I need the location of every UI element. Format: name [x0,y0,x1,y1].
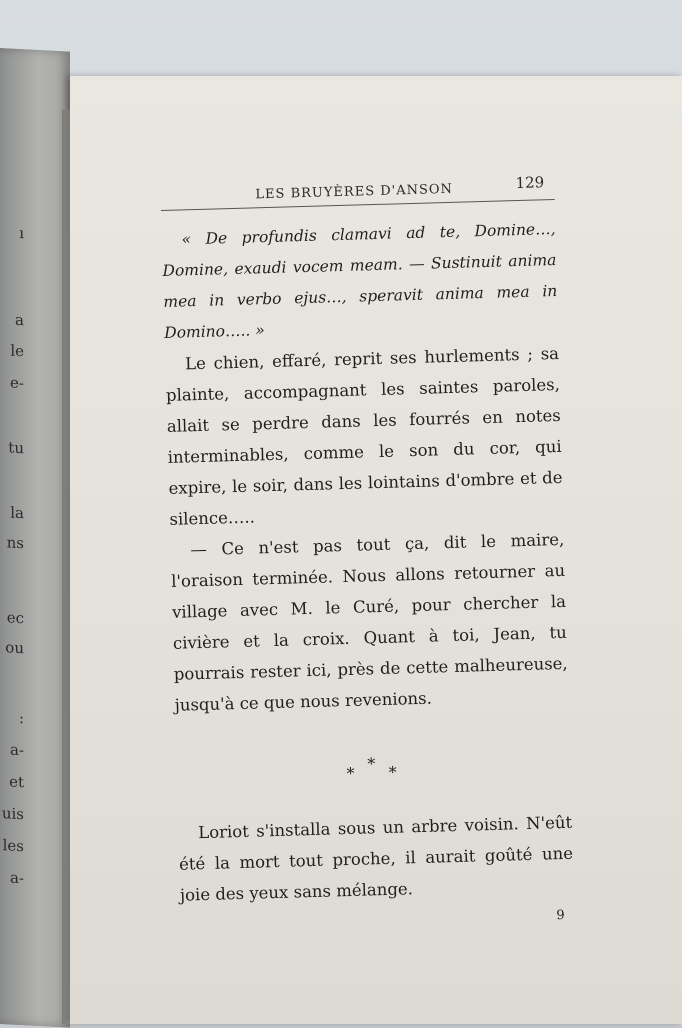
closing-paragraph: Loriot s'installa sous un arbre voisin. N'eût été la mort tout proche, il aurait goûté une joie des yeux sans mélange. [178,812,574,905]
left-page-fragment: le [10,341,24,361]
left-page-fragment: a- [9,868,24,888]
paragraph: Le chien, effaré, reprit ses hurlements ; sa plainte, accompagnant les saintes paroles, allait se perdre dans les fourrés en notes interminables, comme le son du cor, qui expire, le soir, dans les lointains d'ombre et de silence….. [165,343,563,529]
left-page-fragment: ec [6,608,24,628]
latin-prayer: « De profundis clamavi ad te, Domine…, Domine, exaudi vocem meam. — Sustinuit anima mea in verbo ejus…, speravit anima mea in Domino….. » [162,219,558,342]
page-number: 129 [515,173,545,193]
left-page-fragment: a [15,310,24,330]
text-block [160,169,575,934]
left-page-fragment: ou [5,638,24,658]
asterism-star: * [367,754,380,774]
running-head [160,169,555,211]
left-page-fragment: ns [6,533,24,553]
left-page-fragment: uis [1,804,24,824]
left-page-fragment: la [10,503,24,523]
paragraph: — Ce n'est pas tout ça, dit le maire, l'oraison terminée. Nous allons retourner au village avec M. le Curé, pour chercher la civière et la croix. Quant à toi, Jean, tu pourrais rester ici, près de cette malheureuse, jusqu'à ce que nous revenions. [170,529,568,715]
left-page-fragment: et [9,772,24,792]
left-page-fragment: : [18,708,24,728]
running-head-title: LES BRUYÈRES D'ANSON [255,181,454,203]
left-page-edge [0,48,70,1028]
left-page-fragment: tu [8,438,24,458]
asterism-star: * [388,762,401,782]
left-page-fragment: e- [10,373,24,393]
left-page-fragment: ı [19,224,24,243]
left-page-fragment: a- [9,740,24,760]
signature-mark: 9 [556,907,565,924]
book-page [70,76,682,1024]
left-page-fragment: les [2,836,24,856]
asterism-divider [176,754,570,788]
asterism-star: * [346,763,359,784]
